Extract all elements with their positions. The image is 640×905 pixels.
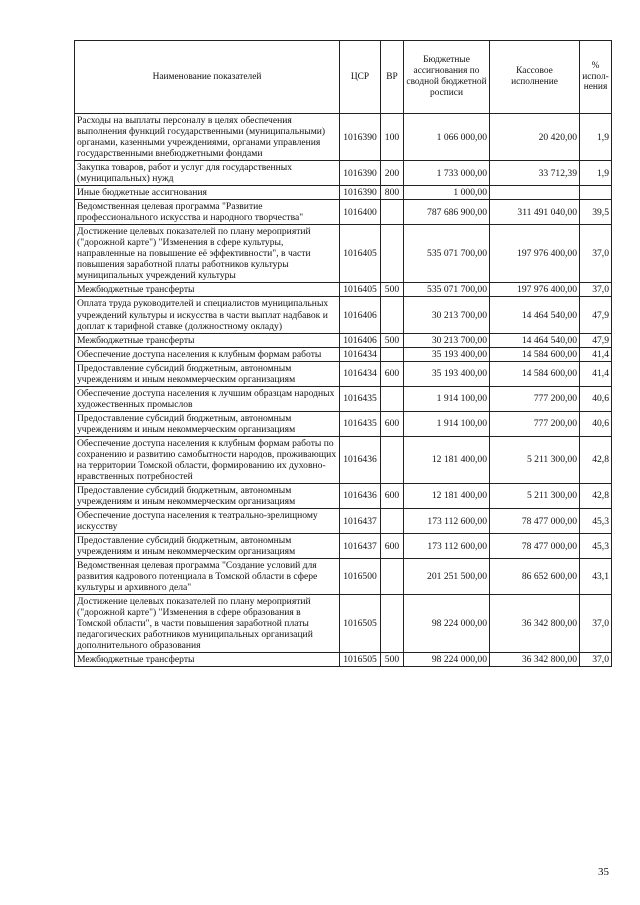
cell-csr: 1016435 — [340, 411, 381, 436]
cell-execution-percent: 47,9 — [580, 297, 612, 333]
cell-csr: 1016406 — [340, 333, 381, 347]
page-number: 35 — [598, 866, 609, 878]
table-row — [75, 225, 612, 283]
cell-budget-allocation: 1 000,00 — [404, 186, 490, 200]
cell-budget-allocation: 1 914 100,00 — [404, 411, 490, 436]
table-row — [75, 186, 612, 200]
cell-execution-percent: 45,3 — [580, 534, 612, 559]
header-csr: ЦСР — [340, 41, 381, 114]
cell-indicator-name: Оплата труда руководителей и специалистов муниципальных учреждений культуры и искусства в части выплат надбавок и доплат к тарифной ставке (должностному окладу) — [75, 297, 340, 333]
table-row — [75, 114, 612, 161]
cell-csr: 1016405 — [340, 225, 381, 283]
cell-cash-execution: 197 976 400,00 — [490, 283, 580, 297]
cell-cash-execution: 777 200,00 — [490, 411, 580, 436]
table-row — [75, 534, 612, 559]
cell-vr — [381, 200, 404, 225]
header-execution-percent: % испол-нения — [580, 41, 612, 114]
cell-execution-percent: 47,9 — [580, 333, 612, 347]
cell-csr: 1016437 — [340, 509, 381, 534]
cell-vr: 600 — [381, 361, 404, 386]
cell-budget-allocation: 35 193 400,00 — [404, 347, 490, 361]
table-row — [75, 297, 612, 333]
cell-indicator-name: Предоставление субсидий бюджетным, автономным учреждениям и иным некоммерческим организациям — [75, 534, 340, 559]
cell-execution-percent: 1,9 — [580, 114, 612, 161]
cell-vr — [381, 297, 404, 333]
table-row — [75, 436, 612, 483]
cell-csr: 1016405 — [340, 283, 381, 297]
cell-csr: 1016390 — [340, 161, 381, 186]
cell-cash-execution: 311 491 040,00 — [490, 200, 580, 225]
cell-budget-allocation: 173 112 600,00 — [404, 534, 490, 559]
cell-budget-allocation: 201 251 500,00 — [404, 559, 490, 595]
cell-indicator-name: Обеспечение доступа населения к театрально-зрелищному искусству — [75, 509, 340, 534]
table-row — [75, 483, 612, 508]
cell-vr — [381, 436, 404, 483]
table-row — [75, 161, 612, 186]
cell-cash-execution: 78 477 000,00 — [490, 509, 580, 534]
cell-csr: 1016434 — [340, 347, 381, 361]
cell-indicator-name: Обеспечение доступа населения к клубным формам работы по сохранению и развитию самобытности народов, проживающих на территории Томской области, формированию их духовно-нравственных потребностей — [75, 436, 340, 483]
cell-vr — [381, 595, 404, 653]
cell-vr: 100 — [381, 114, 404, 161]
cell-csr: 1016505 — [340, 653, 381, 667]
cell-cash-execution: 33 712,39 — [490, 161, 580, 186]
cell-vr: 600 — [381, 534, 404, 559]
cell-execution-percent: 39,5 — [580, 200, 612, 225]
cell-budget-allocation: 535 071 700,00 — [404, 225, 490, 283]
cell-indicator-name: Обеспечение доступа населения к клубным формам работы — [75, 347, 340, 361]
cell-vr — [381, 347, 404, 361]
cell-cash-execution: 777 200,00 — [490, 386, 580, 411]
cell-indicator-name: Межбюджетные трансферты — [75, 283, 340, 297]
cell-csr: 1016436 — [340, 436, 381, 483]
cell-cash-execution: 14 584 600,00 — [490, 347, 580, 361]
cell-csr: 1016436 — [340, 483, 381, 508]
cell-vr — [381, 225, 404, 283]
table-row — [75, 333, 612, 347]
cell-csr: 1016400 — [340, 200, 381, 225]
cell-execution-percent: 43,1 — [580, 559, 612, 595]
cell-execution-percent — [580, 186, 612, 200]
cell-csr: 1016390 — [340, 186, 381, 200]
cell-indicator-name: Ведомственная целевая программа "Развитие профессионального искусства и народного творчества" — [75, 200, 340, 225]
cell-indicator-name: Расходы на выплаты персоналу в целях обеспечения выполнения функций государственными (муниципальными) органами, казенными учреждениями, органами управления государственными внебюджетными фондами — [75, 114, 340, 161]
cell-execution-percent: 42,8 — [580, 483, 612, 508]
table-row — [75, 347, 612, 361]
header-cash-execution: Кассовое исполнение — [490, 41, 580, 114]
table-row — [75, 411, 612, 436]
header-vr: ВР — [381, 41, 404, 114]
cell-cash-execution: 5 211 300,00 — [490, 483, 580, 508]
cell-cash-execution: 14 584 600,00 — [490, 361, 580, 386]
cell-csr: 1016505 — [340, 595, 381, 653]
cell-vr: 600 — [381, 411, 404, 436]
cell-execution-percent: 37,0 — [580, 653, 612, 667]
cell-vr: 500 — [381, 333, 404, 347]
cell-budget-allocation: 535 071 700,00 — [404, 283, 490, 297]
cell-cash-execution: 20 420,00 — [490, 114, 580, 161]
cell-indicator-name: Предоставление субсидий бюджетным, автономным учреждениям и иным некоммерческим организациям — [75, 483, 340, 508]
table-row — [75, 653, 612, 667]
cell-vr — [381, 386, 404, 411]
cell-budget-allocation: 1 914 100,00 — [404, 386, 490, 411]
cell-indicator-name: Ведомственная целевая программа "Создание условий для развития кадрового потенциала в Томской области в сфере культуры и архивного дела" — [75, 559, 340, 595]
cell-vr: 500 — [381, 283, 404, 297]
cell-cash-execution: 78 477 000,00 — [490, 534, 580, 559]
cell-indicator-name: Обеспечение доступа населения к лучшим образцам народных художественных промыслов — [75, 386, 340, 411]
cell-budget-allocation: 1 733 000,00 — [404, 161, 490, 186]
cell-budget-allocation: 98 224 000,00 — [404, 653, 490, 667]
table-row — [75, 386, 612, 411]
table-row — [75, 559, 612, 595]
table-row — [75, 361, 612, 386]
cell-budget-allocation: 30 213 700,00 — [404, 333, 490, 347]
table-row — [75, 509, 612, 534]
cell-execution-percent: 37,0 — [580, 595, 612, 653]
cell-cash-execution — [490, 186, 580, 200]
cell-vr: 600 — [381, 483, 404, 508]
cell-cash-execution: 86 652 600,00 — [490, 559, 580, 595]
cell-csr: 1016406 — [340, 297, 381, 333]
cell-indicator-name: Межбюджетные трансферты — [75, 333, 340, 347]
cell-execution-percent: 45,3 — [580, 509, 612, 534]
cell-indicator-name: Иные бюджетные ассигнования — [75, 186, 340, 200]
cell-csr: 1016390 — [340, 114, 381, 161]
cell-execution-percent: 41,4 — [580, 361, 612, 386]
cell-budget-allocation: 98 224 000,00 — [404, 595, 490, 653]
table-row — [75, 283, 612, 297]
cell-indicator-name: Предоставление субсидий бюджетным, автономным учреждениям и иным некоммерческим организациям — [75, 411, 340, 436]
cell-indicator-name: Достижение целевых показателей по плану мероприятий ("дорожной карте") "Изменения в сфере образования в Томской области", в части повышения заработной платы педагогических работников муниципальных организаций дополнительного образования — [75, 595, 340, 653]
cell-vr: 200 — [381, 161, 404, 186]
header-budget-allocation: Бюджетные ассигнования по сводной бюджетной росписи — [404, 41, 490, 114]
cell-budget-allocation: 1 066 000,00 — [404, 114, 490, 161]
cell-cash-execution: 14 464 540,00 — [490, 297, 580, 333]
cell-budget-allocation: 12 181 400,00 — [404, 436, 490, 483]
cell-budget-allocation: 30 213 700,00 — [404, 297, 490, 333]
cell-csr: 1016437 — [340, 534, 381, 559]
cell-cash-execution: 36 342 800,00 — [490, 653, 580, 667]
cell-budget-allocation: 173 112 600,00 — [404, 509, 490, 534]
cell-cash-execution: 5 211 300,00 — [490, 436, 580, 483]
cell-execution-percent: 42,8 — [580, 436, 612, 483]
cell-cash-execution: 36 342 800,00 — [490, 595, 580, 653]
cell-cash-execution: 197 976 400,00 — [490, 225, 580, 283]
budget-execution-table — [74, 40, 612, 667]
cell-execution-percent: 41,4 — [580, 347, 612, 361]
cell-budget-allocation: 35 193 400,00 — [404, 361, 490, 386]
cell-csr: 1016434 — [340, 361, 381, 386]
table-row — [75, 595, 612, 653]
cell-budget-allocation: 787 686 900,00 — [404, 200, 490, 225]
cell-indicator-name: Предоставление субсидий бюджетным, автономным учреждениям и иным некоммерческим организациям — [75, 361, 340, 386]
cell-csr: 1016435 — [340, 386, 381, 411]
table-header-row — [75, 41, 612, 114]
header-indicator-name: Наименование показателей — [75, 41, 340, 114]
cell-execution-percent: 40,6 — [580, 386, 612, 411]
cell-execution-percent: 37,0 — [580, 283, 612, 297]
cell-execution-percent: 40,6 — [580, 411, 612, 436]
cell-vr: 500 — [381, 653, 404, 667]
cell-budget-allocation: 12 181 400,00 — [404, 483, 490, 508]
cell-indicator-name: Межбюджетные трансферты — [75, 653, 340, 667]
cell-indicator-name: Достижение целевых показателей по плану мероприятий ("дорожной карте") "Изменения в сфере культуры, направленные на повышение её эффективности", в части повышения заработной платы работников культуры муниципальных учреждений культуры — [75, 225, 340, 283]
cell-csr: 1016500 — [340, 559, 381, 595]
cell-execution-percent: 37,0 — [580, 225, 612, 283]
cell-vr: 800 — [381, 186, 404, 200]
cell-cash-execution: 14 464 540,00 — [490, 333, 580, 347]
table-body — [75, 114, 612, 667]
cell-vr — [381, 559, 404, 595]
cell-indicator-name: Закупка товаров, работ и услуг для государственных (муниципальных) нужд — [75, 161, 340, 186]
table-row — [75, 200, 612, 225]
cell-vr — [381, 509, 404, 534]
cell-execution-percent: 1,9 — [580, 161, 612, 186]
